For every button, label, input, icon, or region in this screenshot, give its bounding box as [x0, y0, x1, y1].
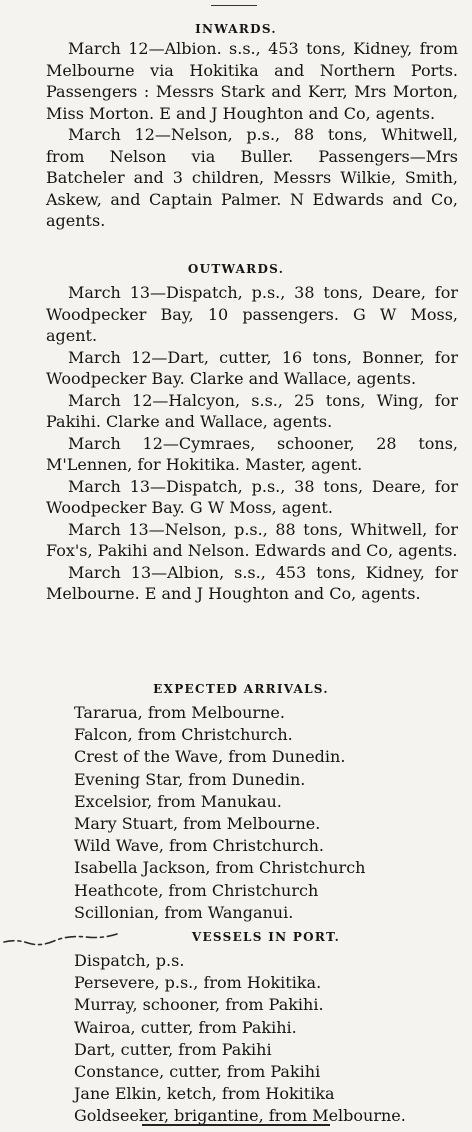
list-item: Excelsior, from Manukau. [74, 791, 282, 811]
list-item: Isabella Jackson, from Christchurch [74, 858, 366, 878]
list-item: Scillonian, from Wanganui. [74, 902, 294, 922]
list-item: Persevere, p.s., from Hokitika. [74, 973, 322, 993]
expected-arrivals-list [74, 702, 464, 924]
outwards-entry: March 12—Dart, cutter, 16 tons, Bonner, for Woodpecker Bay. Clarke and Wallace, agents. [46, 347, 458, 388]
inwards-entries [46, 38, 458, 232]
list-item: Murray, schooner, from Pakihi. [74, 995, 324, 1015]
outwards-entry: March 13—Dispatch, p.s., 38 tons, Deare, for Woodpecker Bay, 10 passengers. G W Moss, agent. [46, 283, 458, 345]
list-item: Evening Star, from Dunedin. [74, 769, 306, 789]
expected-arrivals-heading: EXPECTED ARRIVALS. [153, 682, 329, 696]
top-rule [211, 5, 257, 6]
vessels-in-port-heading: VESSELS IN PORT. [191, 930, 341, 944]
outwards-entry: March 13—Nelson, p.s., 88 tons, Whitwell, for Fox's, Pakihi and Nelson. Edwards and Co, agents. [46, 519, 458, 560]
list-item: Mary Stuart, from Melbourne. [74, 814, 321, 834]
list-item: Dart, cutter, from Pakihi [74, 1039, 272, 1059]
outwards-entry: March 12—Halcyon, s.s., 25 tons, Wing, for Pakihi. Clarke and Wallace, agents. [46, 390, 458, 431]
list-item: Crest of the Wave, from Dunedin. [74, 747, 346, 767]
list-item: Dispatch, p.s. [74, 951, 185, 970]
bottom-rule [142, 1124, 330, 1126]
outwards-entries [46, 282, 458, 605]
outwards-entry: March 12—Cymraes, schooner, 28 tons, M'Lennen, for Hokitika. Master, agent. [46, 433, 458, 474]
list-item: Falcon, from Christchurch. [74, 725, 293, 745]
outwards-entry: March 13—Albion, s.s., 453 tons, Kidney, for Melbourne. E and J Houghton and Co, agents. [46, 562, 458, 603]
list-item: Constance, cutter, from Pakihi [74, 1062, 321, 1082]
list-item: Wairoa, cutter, from Pakihi. [74, 1017, 297, 1037]
outwards-entry: March 13—Dispatch, p.s., 38 tons, Deare, for Woodpecker Bay. G W Moss, agent. [46, 476, 458, 517]
list-item: Jane Elkin, ketch, from Hokitika [74, 1084, 335, 1104]
inwards-heading: INWARDS. [195, 22, 277, 36]
list-item: Tararua, from Melbourne. [74, 703, 285, 722]
inwards-entry: March 12—Nelson, p.s., 88 tons, Whitwell, from Nelson via Buller. Passengers—Mrs Batcheler and 3 children, Messrs Wilkie, Smith, Askew, and Captain Palmer. N Edwards and Co, agents. [46, 125, 458, 230]
vessels-in-port-list [74, 950, 464, 1128]
inwards-entry: March 12—Albion. s.s., 453 tons, Kidney, from Melbourne via Hokitika and Northern Ports. Passengers : Messrs Stark and Kerr, Mrs Morton, Miss Morton. E and J Houghton and Co, agents. [46, 39, 458, 123]
outwards-heading: OUTWARDS. [187, 262, 285, 276]
list-item: Heathcote, from Christchurch [74, 880, 319, 900]
list-item: Wild Wave, from Christchurch. [74, 836, 324, 856]
list-item: Goldseeker, brigantine, from Melbourne. [74, 1106, 406, 1126]
